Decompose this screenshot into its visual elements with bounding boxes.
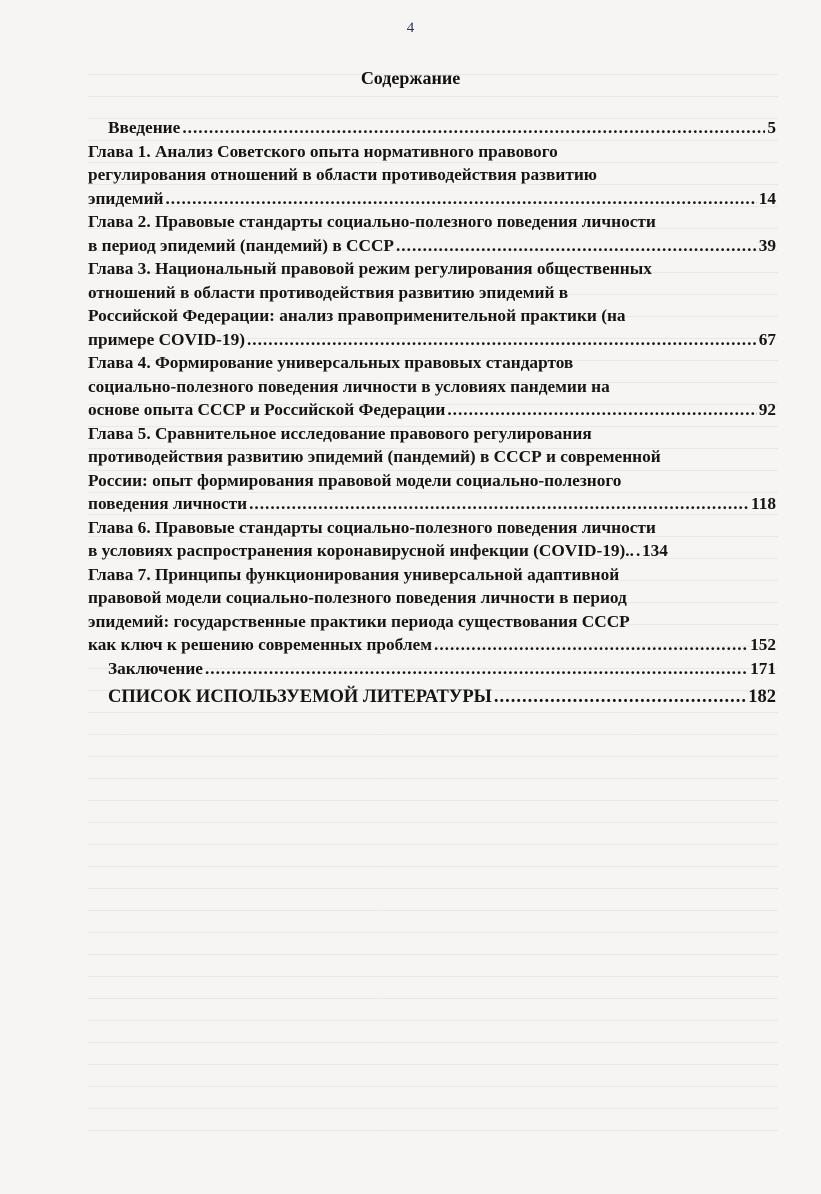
toc-entry-page: 182 [748, 687, 776, 707]
toc-entry-title: основе опыта СССР и Российской Федерации [88, 400, 446, 419]
table-of-contents [88, 116, 776, 710]
dot-leader [247, 328, 757, 352]
toc-entry-line: противодействия развитию эпидемий (пандемий) в СССР и современной [88, 447, 661, 466]
toc-entry-leader-line [108, 657, 776, 681]
toc-entry-title: в условиях распространения коронавирусной инфекции (COVID-19).. [88, 541, 634, 560]
toc-entry-leader-line [108, 686, 776, 710]
toc-entry-page: 5 [767, 118, 776, 137]
toc-entry-line: отношений в области противодействия развитию эпидемий в [88, 282, 569, 302]
toc-entry [88, 351, 776, 422]
toc-entry-page: 152 [750, 635, 776, 654]
toc-entry-leader-line [88, 398, 776, 422]
toc-entry-leader-line [88, 187, 776, 211]
toc-entry-leader-line [88, 328, 776, 352]
toc-entry-line: социально-полезного поведения личности в условиях пандемии на [88, 376, 610, 396]
toc-entry [88, 686, 776, 710]
toc-entry [88, 657, 776, 681]
toc-entry [88, 516, 776, 563]
toc-entry-line: Глава 6. Правовые стандарты социально-полезного поведения личности [88, 517, 656, 537]
toc-entry-page: 134 [641, 541, 668, 560]
toc-entry-line: правовой модели социально-полезного поведения личности в период [88, 588, 627, 607]
dot-leader [182, 116, 765, 140]
page-number: 4 [406, 20, 415, 36]
toc-entry-title: эпидемий [88, 188, 164, 208]
toc-entry-title: в период эпидемий (пандемий) в СССР [88, 235, 394, 255]
dot-leader [205, 657, 748, 681]
toc-entry-leader-line [108, 116, 776, 140]
toc-entry [88, 210, 776, 257]
toc-entry-line: эпидемий: государственные практики периода существования СССР [88, 611, 630, 631]
page-title: Содержание [360, 68, 461, 88]
toc-entry-line: Глава 3. Национальный правовой режим регулирования общественных [88, 259, 652, 278]
dot-leader [249, 492, 749, 516]
toc-entry-title: как ключ к решению современных проблем [88, 635, 432, 654]
toc-entry-page: 39 [758, 235, 776, 255]
toc-entry-title: примере COVID-19) [88, 329, 245, 349]
toc-entry-line: Российской Федерации: анализ правоприменительной практики (на [88, 306, 626, 325]
toc-entry-line: Глава 5. Сравнительное исследование правового регулирования [88, 423, 592, 443]
toc-entry [88, 257, 776, 351]
toc-entry-title: СПИСОК ИСПОЛЬЗУЕМОЙ ЛИТЕРАТУРЫ [108, 687, 492, 707]
dot-leader [434, 633, 748, 657]
toc-entry [88, 563, 776, 657]
toc-entry-line: Глава 2. Правовые стандарты социально-полезного поведения личности [88, 212, 656, 231]
toc-entry-title: Введение [108, 118, 181, 137]
dot-leader [494, 686, 746, 710]
toc-entry-page: 14 [758, 188, 776, 208]
dot-leader [447, 398, 756, 422]
toc-entry-leader-line [88, 234, 776, 258]
toc-entry-page: 92 [758, 400, 776, 419]
toc-entry-page: 118 [751, 494, 776, 513]
toc-entry-title: Заключение [108, 658, 203, 678]
toc-entry [88, 422, 776, 516]
dot-leader [396, 234, 757, 258]
toc-entry-line: Глава 1. Анализ Советского опыта нормативного правового [88, 141, 558, 161]
toc-entry-page: 171 [750, 658, 776, 678]
toc-entry-line: регулирования отношений в области противодействия развитию [88, 165, 598, 184]
toc-entry-title: поведения личности [88, 494, 248, 513]
dot-leader [165, 187, 756, 211]
dot-leader [636, 539, 640, 563]
toc-entry [88, 140, 776, 211]
toc-entry-leader-line [88, 492, 776, 516]
toc-entry-line: Глава 4. Формирование универсальных правовых стандартов [88, 353, 574, 372]
toc-entry-line: Глава 7. Принципы функционирования универсальной адаптивной [88, 564, 620, 584]
toc-entry-leader-line [88, 633, 776, 657]
toc-entry-line: России: опыт формирования правовой модели социально-полезного [88, 470, 622, 490]
toc-entry [88, 116, 776, 140]
toc-entry-leader-line [88, 539, 776, 563]
toc-entry-page: 67 [758, 329, 776, 349]
